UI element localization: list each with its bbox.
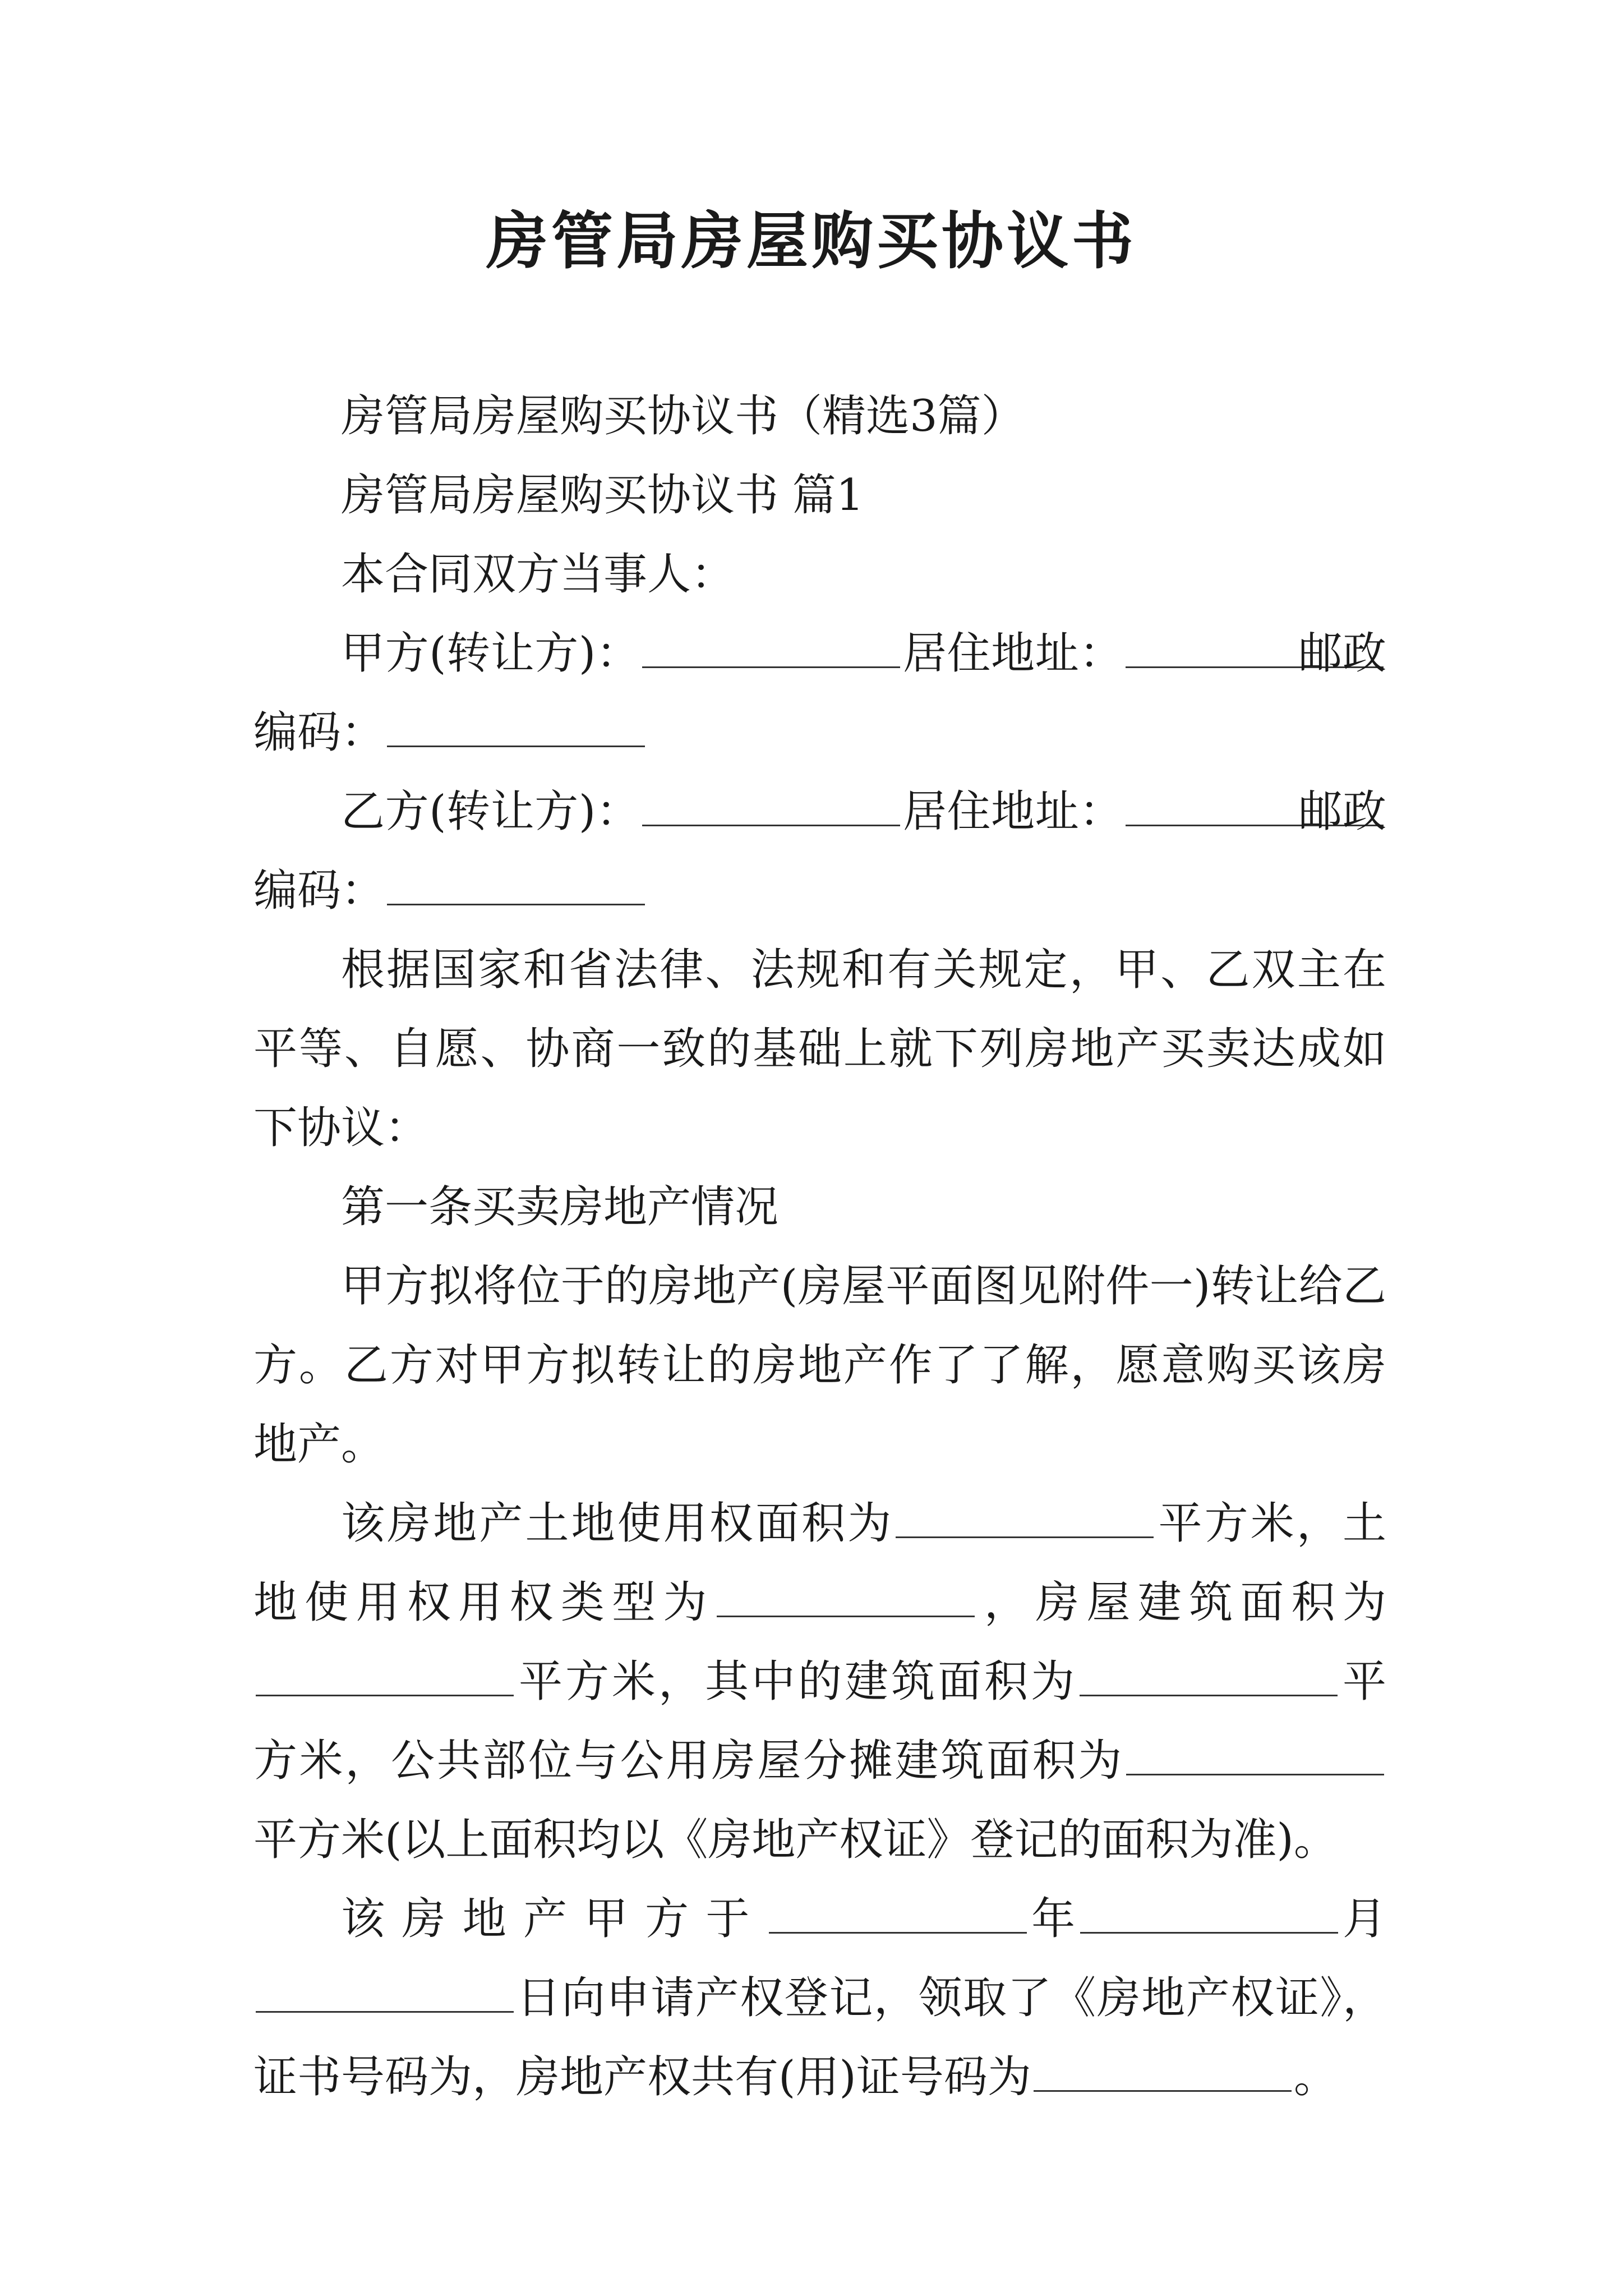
reg-month-blank (1080, 1898, 1338, 1934)
parties-intro: 本合同双方当事人： (341, 549, 735, 600)
party-b-line (253, 772, 1386, 931)
reg-text-1: 该房地产甲方于 (341, 1894, 767, 1944)
transfer-paragraph: 甲方拟将位于的房地产(房屋平面图见附件一)转让给乙方。乙方对甲方拟转让的房地产作了了解，愿意购买该房地产。 (253, 1261, 1386, 1470)
party-a-line (253, 614, 1386, 772)
party-a-label: 甲方(转让方)： (341, 628, 640, 679)
registration-paragraph (253, 1880, 1386, 2117)
inner-area-blank (1080, 1661, 1338, 1696)
land-use-type-blank (717, 1582, 975, 1617)
document-title: 房管局房屋购买协议书 (486, 205, 1137, 277)
reg-day-blank (256, 1977, 514, 2013)
party-a-name-blank (642, 633, 900, 668)
party-a-address-label: 居住地址： (902, 628, 1123, 679)
area-text-5: 平方米，公共部位与公用房屋分摊建筑面积为 (253, 1657, 1386, 1786)
article-1-heading: 第一条买卖房地产情况 (341, 1182, 779, 1232)
shared-area-blank (1126, 1740, 1384, 1775)
reg-text-2: 日向申请产权登记，领取了《房地产权证》，证书号码为，房地产权共有(用)证号码为 (253, 1973, 1386, 2102)
land-area-blank (896, 1503, 1154, 1538)
party-a-postal-blank (387, 712, 645, 747)
party-b-label: 乙方(转让方)： (341, 786, 640, 837)
party-b-postal-blank (387, 870, 645, 905)
area-text-2: 平方米，土地使用权用权类型为 (253, 1498, 1386, 1628)
reg-year-label: 年 (1029, 1894, 1078, 1944)
party-b-address-label: 居住地址： (902, 786, 1123, 837)
subtitle-line: 房管局房屋购买协议书（精选3篇） (341, 391, 1025, 441)
building-area-blank (256, 1661, 514, 1696)
reg-month-label: 月 (1340, 1894, 1386, 1944)
area-text-6: 平方米(以上面积均以《房地产权证》登记的面积为准)。 (253, 1815, 1338, 1865)
co-ownership-number-blank (1034, 2056, 1292, 2092)
basis-paragraph: 根据国家和省法律、法规和有关规定，甲、乙双主在平等、自愿、协商一致的基础上就下列房地产买卖达成如下协议： (253, 945, 1386, 1153)
party-b-name-blank (642, 791, 900, 826)
area-text-4: 平方米，其中的建筑面积为 (516, 1657, 1077, 1707)
area-paragraph (253, 1484, 1386, 1880)
section-heading: 房管局房屋购买协议书 篇1 (341, 470, 864, 521)
area-text-1: 该房地产土地使用权面积为 (341, 1498, 894, 1549)
party-b-postal-label: 邮政编码： (253, 786, 1386, 916)
area-text-3: ，房屋建筑面积为 (976, 1577, 1386, 1628)
reg-text-end: 。 (1293, 2052, 1338, 2102)
document-body (253, 377, 1386, 2117)
reg-year-blank (769, 1898, 1027, 1934)
party-a-postal-label: 邮政编码： (253, 628, 1386, 758)
